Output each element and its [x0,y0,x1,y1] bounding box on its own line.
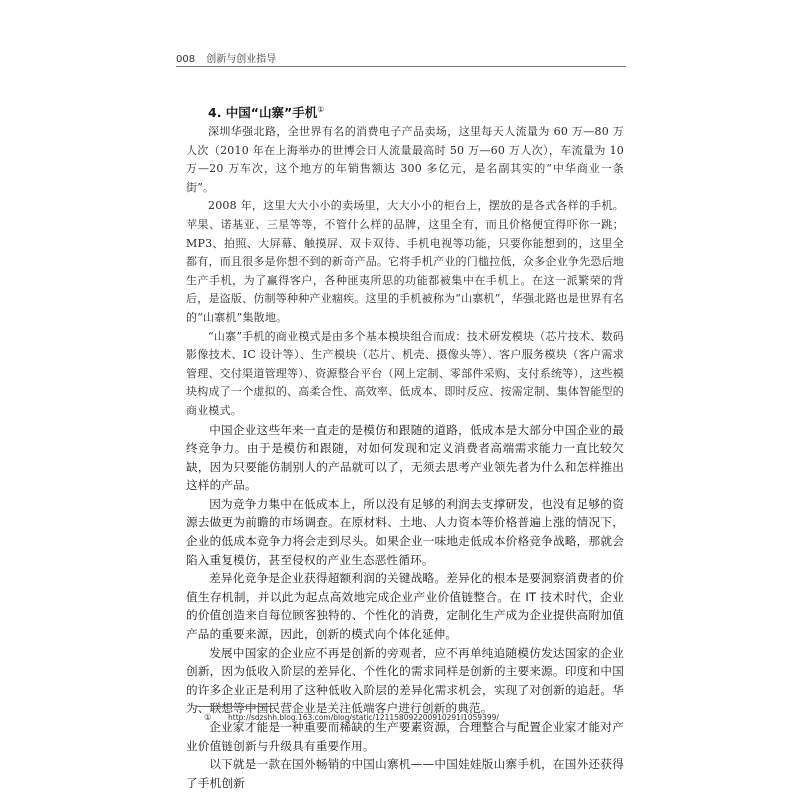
footnote-marker: ① [204,713,212,723]
footnote-url: http://sdzshh.blog.163.com/blog/static/121158092200910291l1059399/ [228,713,499,722]
section-title-text: 4. 中国“山寨”手机 [208,105,318,120]
section-title [208,103,324,121]
paragraph-imitation: 中国企业这些年来一直走的是模仿和跟随的道路，低成本是大部分中国企业的最终竞争力。由于是模仿和跟随，对如何发现和定义消费者高端需求能力一直比较欠缺，因为只要能仿制别人的产品就可以了，无须去思考产业领先者为什么和怎样推出这样的产品。 [186,422,624,493]
running-header [176,50,276,65]
paragraph-example: 以下就是一款在国外畅销的中国山寨机——中国娃娃版山寨手机，在国外还获得了手机创新 [186,757,624,790]
header-rule [176,66,626,67]
footnote [204,713,499,723]
paragraph-entrepreneurship: 企业家才能是一种重要而稀缺的生产要素资源，合理整合与配置企业家才能对产业价值链创新与升级具有重要作用。 [186,720,624,753]
paragraph-low-cost: 因为竞争力集中在低成本上，所以没有足够的利润去支撑研发，也没有足够的资源去做更为前瞻的市场调查。在原材料、土地、人力资本等价格普遍上涨的情况下，企业的低成本竞争力将会走到尽头。如果企业一味地走低成本价格竞争战略，那就会陷入重复模仿，甚至侵权的产业生态恶性循环。 [186,496,624,567]
paragraph-differentiation: 差异化竞争是企业获得超额利润的关键战略。差异化的根本是要洞察消费者的价值生存机制，并以此为起点高效地完成企业产业价值链整合。在 IT 技术时代，企业的价值创造来自每位顾客独特的、个性化的消费，定制化生产成为企业提供高附加值产品的重要来源，因此，创新的模式向个体化延伸。 [186,571,624,642]
page-number: 008 [176,54,196,65]
book-title: 创新与创业指导 [206,54,277,65]
footnote-reference: ① [317,104,325,114]
body-text [186,123,624,792]
footnote-rule [196,706,272,707]
paragraph-intro: 深圳华强北路，全世界有名的消费电子产品卖场，这里每天人流量为 60 万—80 万人次（2010 年在上海举办的世博会日人流量最高时 50 万—60 万人次），车流量为 10 万—20 万车次，这个地方的年销售额达 300 多亿元，是名副其实的“中华商业一条街”。 [186,125,624,194]
paragraph-2008: 2008 年，这里大大小小的卖场里，大大小小的柜台上，摆放的是各式各样的手机。苹果、诺基亚、三星等等，不管什么样的品牌，这里全有，而且价格便宜得吓你一跳；MP3、拍照、大屏幕、触摸屏、双卡双待、手机电视等功能，只要你能想到的，这里全都有，而且很多是你想不到的新奇产品。它将手机产业的门槛拉低，众多企业争先恐后地生产手机，为了赢得客户，各种匪夷所思的功能都被集中在手机上。在这一派繁荣的背后，是盗版、仿制等种种产业痼疾。这里的手机被称为“山寨机”，华强北路也是世界有名的“山寨机”集散地。 [186,199,624,324]
paragraph-business-model: “山寨”手机的商业模式是由多个基本模块组合而成：技术研发模块（芯片技术、数码影像技术、IC 设计等）、生产模块（芯片、机壳、摄像头等）、客户服务模块（客户需求管理、交付渠道管理等）、资源整合平台（网上定制、零部件采购、支付系统等），这些模块构成了一个虚拟的、高柔合性、高效率、低成本、即时反应、按需定制、集体智能型的商业模式。 [186,329,624,417]
paragraph-developing-countries: 发展中国家的企业应不再是创新的旁观者，应不再单纯追随模仿发达国家的企业创新，因为低收入阶层的差异化、个性化的需求同样是创新的主要来源。印度和中国的许多企业正是利用了这种低收入阶层的差异化需求机会，实现了对创新的追赶。华为、联想等中国民营企业是关注低端客户进行创新的典范。 [186,645,624,716]
